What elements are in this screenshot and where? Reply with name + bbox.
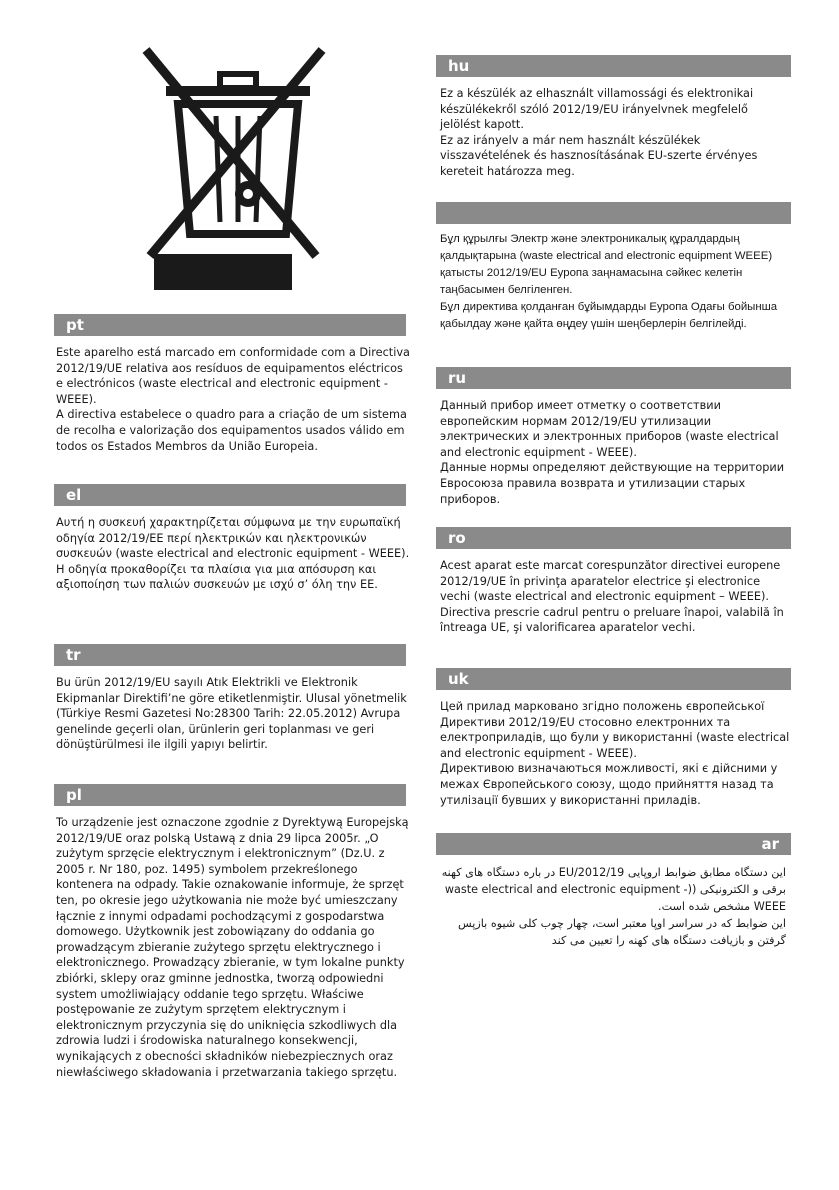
section-header-ro: [436, 527, 791, 549]
hu-paragraph-2: Ez az irányelv a már nem használt készülékek visszavételének és hasznosításának EU-szerte érvényes kereteit határozza meg.: [440, 133, 758, 178]
section-code-pt: pt: [66, 316, 84, 334]
pl-paragraph-1: To urządzenie jest oznaczone zgodnie z Dyrektywą Europejską 2012/19/UE oraz polską Ustawą z dnia 29 lipca 2005r. „O zużytym sprzęcie elektrycznym i elektronicznym” (Dz.U. z 2005 r. Nr 180, poz. 1495) symbolem przekreślonego kontenera na odpady. Takie oznakowanie informuje, że sprzęt ten, po okresie jego użytkowania nie może być umieszczany łącznie z innymi odpadami pochodzącymi z gospodarstwa domowego. Użytkownik jest zobowiązany do oddania go prowadzącym zbieranie zużytego sprzętu elektrycznego i elektronicznego. Prowadzący zbieranie, w tym lokalne punkty zbiórki, sklepy oraz gminne jednostka, tworzą odpowiedni system umożliwiający oddanie tego sprzętu. Właściwe postępowanie ze zużytym sprzętem elektrycznym i elektronicznym przyczynia się do uniknięcia szkodliwych dla zdrowia ludzi i środowiska naturalnego konsekwencji, wynikających z obecności składników niebezpiecznych oraz niewłaściwego składowania i przetwarzania takiego sprzętu.: [56, 816, 409, 1079]
section-header-hu: [436, 55, 791, 77]
section-code-tr: tr: [66, 646, 81, 664]
ar-paragraph-2: این ضوابط که در سراسر اوپا معتبر است، چهار چوب کلی شیوه بازپس گرفتن و بازیافت دستگاه های کهنه را تعیین می کند: [457, 917, 786, 947]
section-header-tr: [54, 644, 406, 666]
section-code-el: el: [66, 486, 82, 504]
section-text-tr: [56, 675, 410, 753]
pt-paragraph-2: A directiva estabelece o quadro para a criação de um sistema de recolha e valorização dos equipamentos usados válido em todos os Estados Membros da União Europeia.: [56, 408, 407, 453]
tr-paragraph-1: Bu ürün 2012/19/EU sayılı Atık Elektrikli ve Elektronik Ekipmanlar Direktifi’ne göre etiketlenmiştir. Ulusal yönetmelik (Türkiye Resmi Gazetesi No:28300 Tarih: 22.05.2012) Avrupa genelinde geçerli olan, ürünlerin geri toplanması ve geri dönüştürülmesi ile ilgili yapıyı belirtir.: [56, 676, 407, 752]
section-header-uk: [436, 668, 791, 690]
ru-paragraph-1: Данный прибор имеет отметку о соответствии европейским нормам 2012/19/EU утилизации электрических и электронных приборов (waste electrical and electronic equipment - WEEE).: [440, 399, 779, 459]
section-text-pl: [56, 815, 410, 1080]
section-code-uk: uk: [448, 670, 469, 688]
section-code-hu: hu: [448, 57, 470, 75]
ru-paragraph-2: Данные нормы определяют действующие на территории Евросоюза правила возврата и утилизации старых приборов.: [440, 461, 785, 506]
hu-paragraph-1: Ez a készülék az elhasznált villamossági és elektronikai készülékekről szóló 2012/19/EU irányelvnek megfelelő jelölést kapott.: [440, 87, 754, 132]
pt-paragraph-1: Este aparelho está marcado em conformidade com a Directiva 2012/19/UE relativa aos resíduos de equipamentos eléctricos e electrónicos (waste electrical and electronic equipment - WEEE).: [56, 346, 410, 406]
ro-paragraph-2: Directiva prescrie cadrul pentru o preluare înapoi, valabilă în întreaga UE, şi valorificarea aparatelor vechi.: [440, 605, 784, 635]
section-header-pl: [54, 784, 406, 806]
el-paragraph-2: Η οδηγία προκαθορίζει τα πλαίσια για μια απόσυρση και αξιοποίηση των παλιών συσκευών με ισχύ σ’ όλη την ΕΕ.: [56, 562, 378, 592]
section-text-pt: [56, 345, 410, 468]
ar-paragraph-1: این دستگاه مطابق ضوابط اروپایی 2012/19/EU در باره دستگاه های کهنه برقی و الکترونیکی ((waste electrical and electronic equipment - WEEE مشخص شده است.: [441, 866, 786, 913]
crossed-out-wheeled-bin-icon: [138, 44, 338, 294]
section-header-ar: [436, 833, 791, 855]
section-header-kk: [436, 202, 791, 224]
section-code-pl: pl: [66, 786, 82, 804]
uk-paragraph-1: Цей прилад марковано згідно положень європейської Директиви 2012/19/EU стосовно електронних та електроприладів, що були у використанні (waste electrical and electronic equipment - WEEE).: [440, 700, 790, 760]
section-header-pt: [54, 314, 406, 336]
uk-paragraph-2: Директивою визначаються можливості, які є дійсними у межах Європейського союзу, щодо прийняття назад та утилізації бувших у використанні приладів.: [440, 762, 778, 807]
section-text-ru: [440, 398, 792, 507]
section-text-ro: [440, 558, 792, 636]
section-text-uk: [440, 699, 792, 808]
kk-paragraph-1: Бұл құрылғы Электр және электроникалық құралдардың қалдықтарына (waste electrical and electronic equipment WEEE) қатысты 2012/19/EU Еуропа заңнамасына сәйкес келетін таңбасымен белгіленген.: [440, 233, 773, 296]
section-text-hu: [440, 86, 792, 180]
ro-paragraph-1: Acest aparat este marcat corespunzător directivei europene 2012/19/UE în privinţa aparatelor electrice şi electronice vechi (waste electrical and electronic equipment – WEEE).: [440, 559, 781, 604]
section-text-ar: [440, 864, 786, 949]
section-text-kk: [440, 231, 792, 333]
section-code-ar: ar: [761, 835, 779, 853]
section-code-ru: ru: [448, 369, 467, 387]
el-paragraph-1: Αυτή η συσκευή χαρακτηρίζεται σύμφωνα με την ευρωπαϊκή οδηγία 2012/19/ΕΕ περί ηλεκτρικών και ηλεκτρονικών συσκευών (waste electrical and electronic equipment - WEEE).: [56, 516, 410, 561]
section-header-ru: [436, 367, 791, 389]
kk-paragraph-2: Бұл директива қолданған бұйымдарды Еуропа Одағы бойынша қабылдау және қайта өңдеу үшін шеңберлерін белгілейді.: [440, 301, 778, 330]
section-code-ro: ro: [448, 529, 466, 547]
section-text-el: [56, 515, 410, 593]
section-header-el: [54, 484, 406, 506]
